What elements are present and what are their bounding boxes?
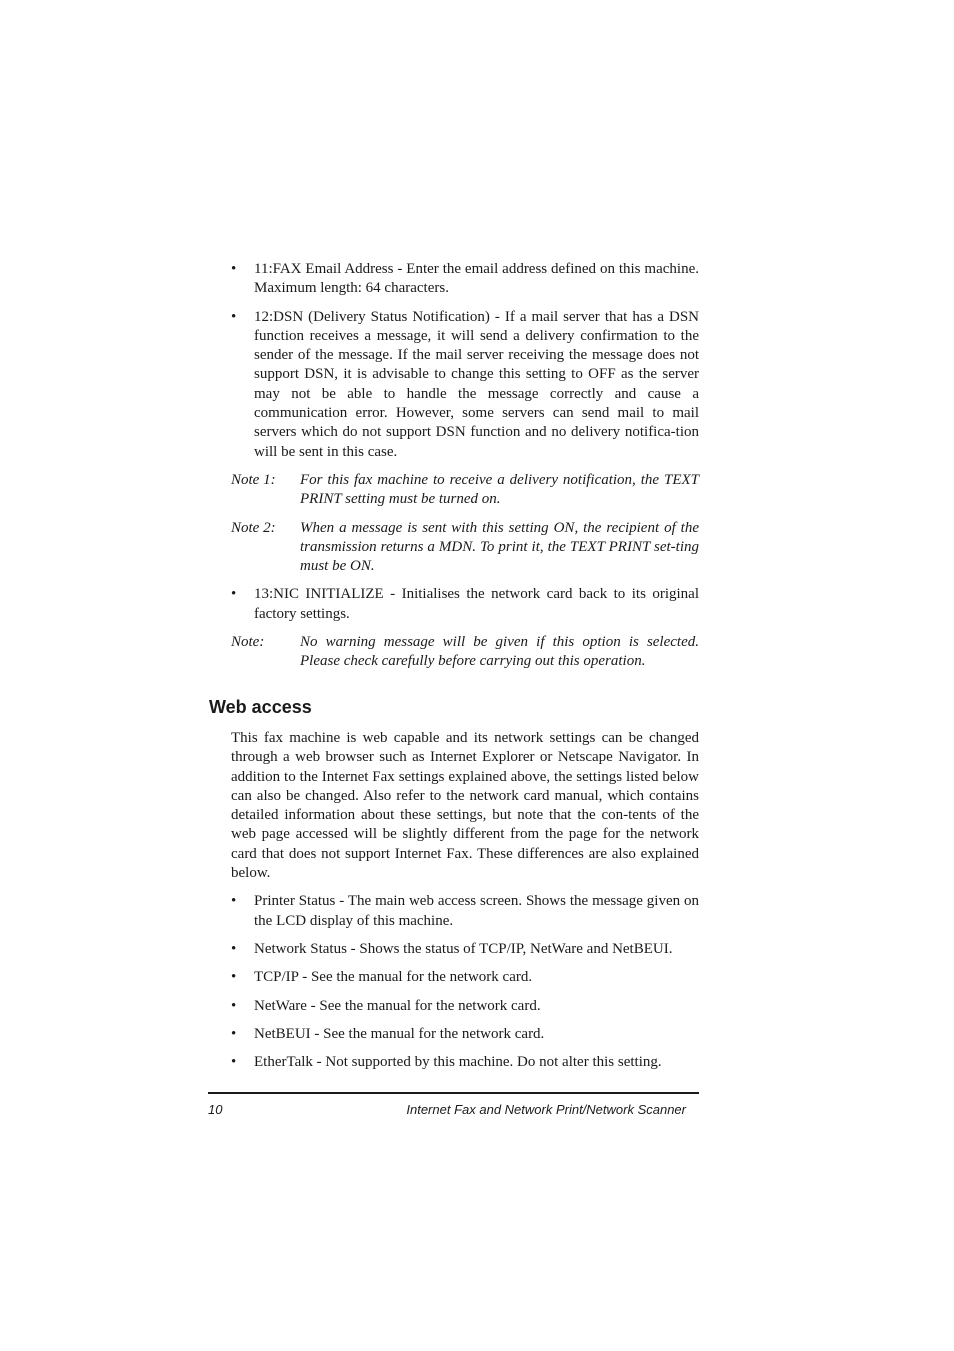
list-item-nic-initialize [231,585,699,624]
list-item-text: Printer Status - The main web access screen. Shows the message given on the LCD display of this machine. [254,893,699,929]
top-content [231,260,699,672]
section-heading: Web access [209,697,312,717]
bullet-icon: • [231,308,237,325]
bullet-icon: • [231,1025,237,1042]
note-label: Note 2: [231,519,276,536]
web-access-section [231,729,699,1072]
list-item-tcpip [231,968,699,987]
page-number: 10 [208,1102,223,1117]
bullet-icon: • [231,969,237,986]
list-item-printer-status [231,892,699,931]
bullet-icon: • [231,586,237,603]
bullet-icon: • [231,893,237,910]
list-item-text: EtherTalk - Not supported by this machine. Do not alter this setting. [254,1054,662,1071]
note-1 [231,471,699,510]
list-item-text: TCP/IP - See the manual for the network card. [254,969,533,986]
bullet-icon: • [231,997,237,1014]
list-item-network-status [231,940,699,959]
list-item-text: 11:FAX Email Address - Enter the email address defined on this machine. Maximum length: 64 characters. [254,261,699,297]
list-item-text: 12:DSN (Delivery Status Notification) - If a mail server that has a DSN function receives a message, it will send a delivery confirmation to the sender of the message. If the mail server receiving the message does not support DSN, it is advisable to change this setting to OFF as the server may not be able to handle the message correctly and cause a communication error. However, some servers can send mail to mail servers which do not support DSN function and no delivery notifica-tion will be sent in this case. [254,308,699,460]
intro-paragraph: This fax machine is web capable and its network settings can be changed through a web browser such as Internet Explorer or Netscape Navigator. In addition to the Internet Fax settings explained above, the settings listed below can also be changed. Also refer to the network card manual, which contains detailed information about these settings, but note that the con-tents of the web page accessed will be slightly different from the page for the network card that does not support Internet Fax. These differences are also explained below. [231,730,699,882]
note-text: No warning message will be given if this option is selected. Please check carefully before carrying out this operation. [300,634,699,670]
list-item-fax-email-address [231,260,699,299]
bullet-icon: • [231,1054,237,1071]
list-item-text: 13:NIC INITIALIZE - Initialises the network card back to its original factory settings. [254,586,699,622]
footer-divider [208,1092,699,1094]
list-item-netbeui [231,1025,699,1044]
bullet-icon: • [231,261,237,277]
list-item-text: NetBEUI - See the manual for the network card. [254,1025,545,1042]
bullet-icon: • [231,940,237,957]
list-item-ethertalk [231,1053,699,1072]
list-item-dsn [231,308,699,462]
note-text: For this fax machine to receive a delivery notification, the TEXT PRINT setting must be turned on. [300,471,699,508]
note-warning [231,633,699,672]
note-label: Note 1: [231,471,276,488]
list-item-text: NetWare - See the manual for the network card. [254,997,541,1014]
running-footer-title: Internet Fax and Network Print/Network Scanner [406,1102,686,1117]
note-2 [231,519,699,577]
list-item-netware [231,997,699,1016]
note-label: Note: [231,634,265,651]
note-text: When a message is sent with this setting ON, the recipient of the transmission returns a MDN. To print it, the TEXT PRINT set-ting must be ON. [300,519,699,575]
list-item-text: Network Status - Shows the status of TCP/IP, NetWare and NetBEUI. [254,940,673,957]
